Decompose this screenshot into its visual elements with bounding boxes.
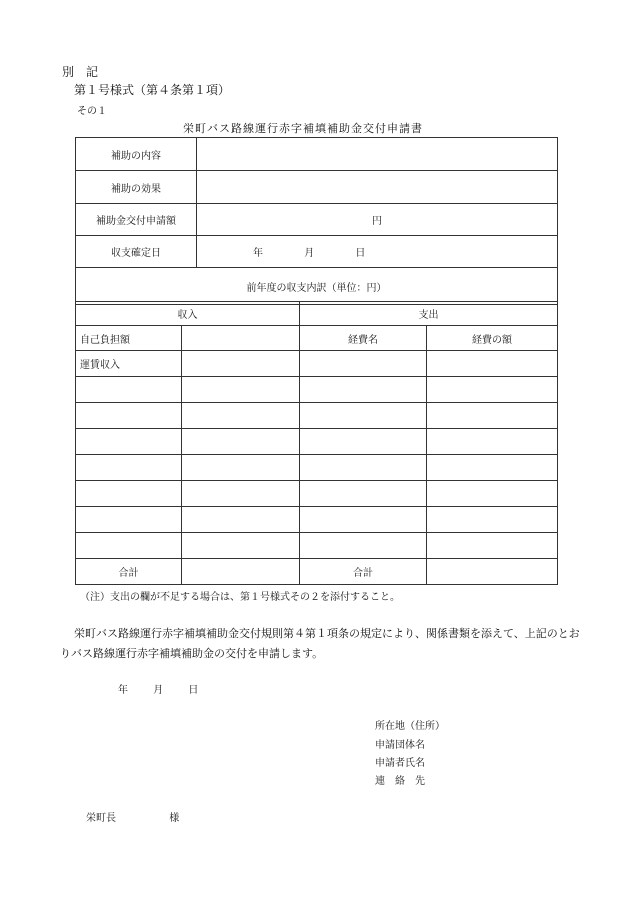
settlement-date-label: 収支確定日 xyxy=(76,236,197,268)
breakdown-title: 前年度の収支内訳（単位：円） xyxy=(76,268,558,305)
day-unit: 日 xyxy=(355,248,366,259)
note: （注）支出の欄が不足する場合は、第１号様式その２を添付すること。 xyxy=(80,592,400,603)
income-amount-cell[interactable] xyxy=(182,481,300,507)
date-month: 月 xyxy=(153,685,164,696)
expense-amount-cell[interactable] xyxy=(427,403,558,429)
income-amount-cell[interactable] xyxy=(182,351,300,377)
expense-amount-cell[interactable] xyxy=(427,377,558,403)
expense-amount-header: 経費の額 xyxy=(427,326,558,351)
income-item-label[interactable] xyxy=(76,403,182,429)
application-statement: 栄町バス路線運行赤字補填補助金交付規則第４第１項条の規定により、関係書類を添えて、上記のとおりバス路線運行赤字補填補助金の交付を申請します。 xyxy=(60,627,580,660)
settlement-date-field[interactable] xyxy=(197,236,558,268)
expense-name-cell[interactable] xyxy=(300,429,427,455)
form-title: 栄町バス路線運行赤字補填補助金交付申請書 xyxy=(183,122,423,135)
income-item-label[interactable] xyxy=(76,481,182,507)
requested-amount-label: 補助金交付申請額 xyxy=(76,204,197,236)
year-unit: 年 xyxy=(253,248,263,259)
applicant-org-label: 申請団体名 xyxy=(375,740,425,751)
income-item-label[interactable] xyxy=(76,533,182,559)
form-number: 第１号様式（第４条第１項） xyxy=(74,83,231,97)
expense-name-cell[interactable] xyxy=(300,377,427,403)
addressee-honorific: 様 xyxy=(169,813,180,824)
income-total-cell[interactable] xyxy=(182,559,300,585)
income-amount-cell[interactable] xyxy=(182,507,300,533)
income-item-label: 運賃収入 xyxy=(76,351,182,377)
expense-amount-cell[interactable] xyxy=(427,429,558,455)
income-expense-table xyxy=(75,301,558,585)
expense-amount-cell[interactable] xyxy=(427,351,558,377)
form-part: その１ xyxy=(77,106,107,117)
subsidy-effect-field[interactable] xyxy=(197,171,558,204)
expense-amount-cell[interactable] xyxy=(427,507,558,533)
income-amount-cell[interactable] xyxy=(182,533,300,559)
expense-name-cell[interactable] xyxy=(300,533,427,559)
applicant-contact-label: 連 絡 先 xyxy=(375,776,425,787)
income-amount-cell[interactable] xyxy=(182,455,300,481)
date-year: 年 xyxy=(118,685,128,696)
addressee xyxy=(86,809,179,824)
income-amount-cell[interactable] xyxy=(182,429,300,455)
applicant-address-label: 所在地（住所） xyxy=(375,721,445,732)
income-amount-cell[interactable] xyxy=(182,403,300,429)
expense-name-cell[interactable] xyxy=(300,481,427,507)
addressee-name: 栄町長 xyxy=(86,813,116,824)
expense-name-cell[interactable] xyxy=(300,455,427,481)
expense-amount-cell[interactable] xyxy=(427,455,558,481)
expense-total-label: 合計 xyxy=(300,559,427,585)
income-item-label: 自己負担額 xyxy=(76,326,182,351)
income-item-label[interactable] xyxy=(76,507,182,533)
expense-name-cell[interactable] xyxy=(300,403,427,429)
expense-header: 支出 xyxy=(300,302,558,326)
income-amount-cell[interactable] xyxy=(182,326,300,351)
month-unit: 月 xyxy=(304,248,315,259)
date-day: 日 xyxy=(188,685,199,696)
requested-amount-field[interactable] xyxy=(197,204,558,236)
expense-name-cell[interactable] xyxy=(300,507,427,533)
appendix-heading: 別 記 xyxy=(62,65,99,79)
subsidy-content-label: 補助の内容 xyxy=(76,138,197,171)
expense-name-header: 経費名 xyxy=(300,326,427,351)
income-amount-cell[interactable] xyxy=(182,377,300,403)
income-item-label[interactable] xyxy=(76,429,182,455)
income-item-label[interactable] xyxy=(76,377,182,403)
expense-amount-cell[interactable] xyxy=(427,481,558,507)
subsidy-content-field[interactable] xyxy=(197,138,558,171)
expense-amount-cell[interactable] xyxy=(427,533,558,559)
yen-unit: 円 xyxy=(372,216,382,227)
income-total-label: 合計 xyxy=(76,559,182,585)
income-header: 収入 xyxy=(76,302,300,326)
applicant-name-label: 申請者氏名 xyxy=(375,758,425,769)
expense-name-cell[interactable] xyxy=(300,351,427,377)
application-table xyxy=(75,137,558,305)
income-item-label[interactable] xyxy=(76,455,182,481)
expense-total-cell[interactable] xyxy=(427,559,558,585)
subsidy-effect-label: 補助の効果 xyxy=(76,171,197,204)
application-date xyxy=(118,681,198,696)
